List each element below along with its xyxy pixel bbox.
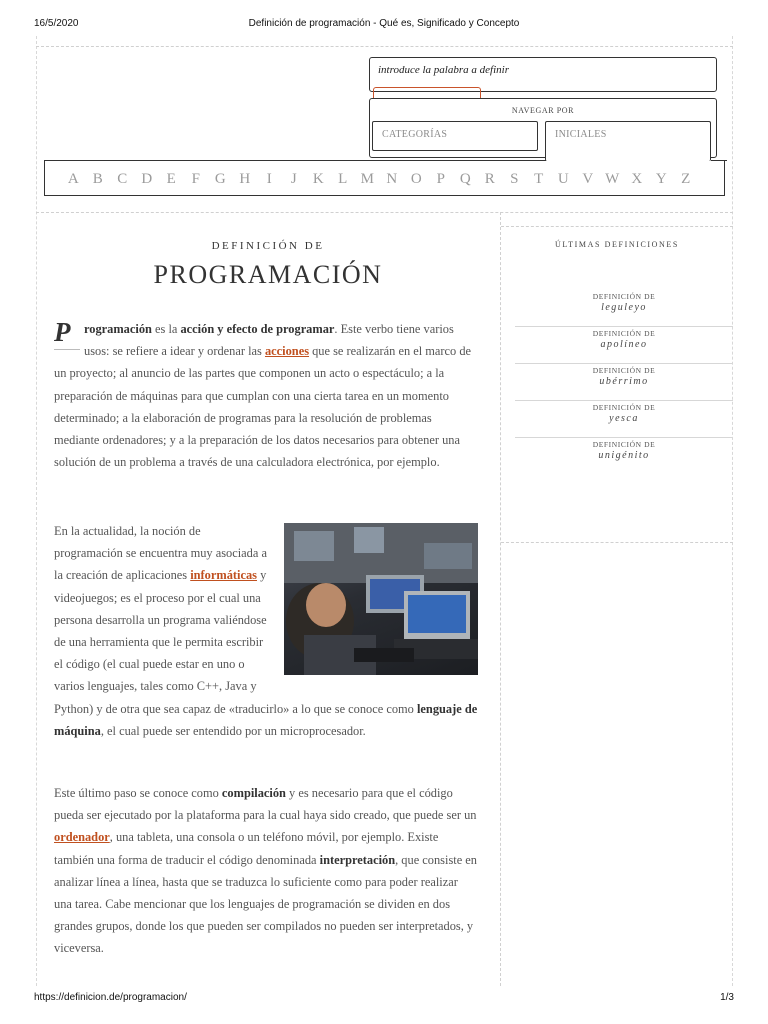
letter-link-k[interactable]: K xyxy=(312,171,324,187)
term-programacion: rogramación xyxy=(84,322,152,336)
print-header xyxy=(0,18,768,32)
latest-definition-item[interactable] xyxy=(515,290,733,327)
letter-link-q[interactable]: Q xyxy=(459,171,471,187)
letter-link-o[interactable]: O xyxy=(410,171,422,187)
definition-prefix: DEFINICIÓN DE xyxy=(592,292,656,301)
top-divider xyxy=(36,46,733,47)
paragraph-2 xyxy=(54,520,478,742)
letter-link-s[interactable]: S xyxy=(510,171,519,187)
term-lenguaje-maquina: lenguaje de máquina xyxy=(54,701,478,738)
letter-link-x[interactable]: X xyxy=(631,171,643,187)
paragraph-1 xyxy=(54,318,478,473)
drop-cap: P xyxy=(54,320,80,350)
definition-term: leguleyo xyxy=(601,302,647,313)
letter-link-u[interactable]: U xyxy=(557,171,569,187)
letter-link-v[interactable]: V xyxy=(582,171,594,187)
letter-link-r[interactable]: R xyxy=(484,171,495,187)
text: . Este verbo tiene varios usos: se refiere a idear y ordenar las xyxy=(84,322,454,359)
letter-link-j[interactable]: J xyxy=(290,171,297,187)
letter-link-z[interactable]: Z xyxy=(681,171,691,187)
header-divider xyxy=(36,212,733,213)
link-ordenador[interactable]: ordenador xyxy=(54,830,110,845)
print-page-number: 1/3 xyxy=(720,992,734,1003)
latest-definition-item[interactable] xyxy=(515,364,733,401)
browse-label: NAVEGAR POR xyxy=(511,106,575,115)
definition-term: unigénito xyxy=(598,450,650,461)
text: es la xyxy=(151,322,181,336)
definition-prefix: DEFINICIÓN DE xyxy=(592,366,656,375)
text: , el cual puede ser entendido por un microprocesador. xyxy=(100,723,366,738)
print-url: https://definicion.de/programacion/ xyxy=(34,992,187,1003)
letter-link-t[interactable]: T xyxy=(534,171,544,187)
paragraph-3 xyxy=(54,782,478,960)
text: que se realizarán en el marco de un proyecto; al anuncio de las partes que componen un acto o espectáculo; a la preparación de máquinas para que cumplan con una cierta tarea en un momento determinado; a la elaboración de programas para la resolución de problemas mediante ordenadores; y a la preparación de los datos necesarios para obtener una solución de un problema a través de una calculadora electrónica, por ejemplo. xyxy=(54,344,472,470)
text: y es necesario para que el código pueda ser ejecutado por la plataforma para la cual haya sido creado, que puede ser un xyxy=(54,786,477,823)
text: y videojuegos; es el proceso por el cual una persona desarrolla un programa valiéndose de una herramienta que le permita escribir el código (el cual puede estar en uno o varios lenguajes, tales como C++, Java y Python) y de otra que sea capaz de «traducirlo» a lo que se conoce como xyxy=(54,568,417,716)
text: , una tableta, una consola o un teléfono móvil, por ejemplo. Existe también una forma de traducir el código denominada xyxy=(54,830,439,867)
alphabet-letters xyxy=(61,168,698,190)
definition-prefix: DEFINICIÓN DE xyxy=(592,403,656,412)
article-kicker: DEFINICIÓN DE xyxy=(211,240,325,252)
definition-term: ubérrimo xyxy=(599,376,649,387)
definition-term: apolíneo xyxy=(600,339,648,350)
article-title: PROGRAMACIÓN xyxy=(153,260,383,289)
letter-link-y[interactable]: Y xyxy=(655,171,667,187)
programmers-photo xyxy=(284,523,478,675)
search-placeholder: introduce la palabra a definir xyxy=(378,64,509,76)
sidebar-title: ÚLTIMAS DEFINICIONES xyxy=(555,240,679,249)
text: , que consiste en analizar línea a línea, hasta que se traduzca lo suficiente como para poder realizar una tarea. Cabe mencionar que los lenguajes de programación se dividen en dos grandes grupos, donde los que pueden ser compilados no pueden ser interpretados, y viceversa. xyxy=(54,852,478,956)
categories-tab[interactable]: CATEGORÍAS xyxy=(372,121,538,151)
term-compilacion: compilación xyxy=(221,786,286,800)
sidebar-top-line xyxy=(501,226,733,227)
print-date: 16/5/2020 xyxy=(34,18,79,29)
latest-definition-item[interactable] xyxy=(515,438,733,475)
letter-link-l[interactable]: L xyxy=(338,171,348,187)
latest-definitions-sidebar xyxy=(501,228,733,542)
text: Este último paso se conoce como xyxy=(54,786,222,800)
letter-link-i[interactable]: I xyxy=(266,171,272,187)
link-informaticas[interactable]: informáticas xyxy=(190,568,257,583)
initials-tab[interactable]: INICIALES xyxy=(545,121,711,161)
letter-link-e[interactable]: E xyxy=(166,171,176,187)
definition-prefix: DEFINICIÓN DE xyxy=(592,329,656,338)
letter-link-b[interactable]: B xyxy=(92,171,103,187)
browse-panel xyxy=(369,98,717,158)
letter-link-a[interactable]: A xyxy=(67,171,79,187)
letter-link-w[interactable]: W xyxy=(605,171,620,187)
letter-link-f[interactable]: F xyxy=(191,171,200,187)
alphabet-bar xyxy=(44,160,725,196)
print-page-title: Definición de programación - Qué es, Significado y Concepto xyxy=(248,18,520,29)
letter-link-n[interactable]: N xyxy=(386,171,398,187)
text: En la actualidad, la noción de programación se encuentra muy asociada a la creación de aplicaciones xyxy=(54,524,267,583)
letter-link-m[interactable]: M xyxy=(360,171,374,187)
term-interpretacion: interpretación xyxy=(319,852,396,867)
letter-link-h[interactable]: H xyxy=(239,171,251,187)
sidebar-bottom-line xyxy=(501,542,733,543)
latest-definition-item[interactable] xyxy=(515,327,733,364)
definition-term: yesca xyxy=(609,413,639,424)
definition-prefix: DEFINICIÓN DE xyxy=(592,440,656,449)
letter-link-p[interactable]: P xyxy=(436,171,445,187)
letter-link-g[interactable]: G xyxy=(214,171,226,187)
latest-definition-item[interactable] xyxy=(515,401,733,438)
link-acciones[interactable]: acciones xyxy=(264,344,310,359)
term-accion: acción y efecto de programar xyxy=(180,322,335,336)
letter-link-c[interactable]: C xyxy=(117,171,128,187)
letter-link-d[interactable]: D xyxy=(141,171,153,187)
